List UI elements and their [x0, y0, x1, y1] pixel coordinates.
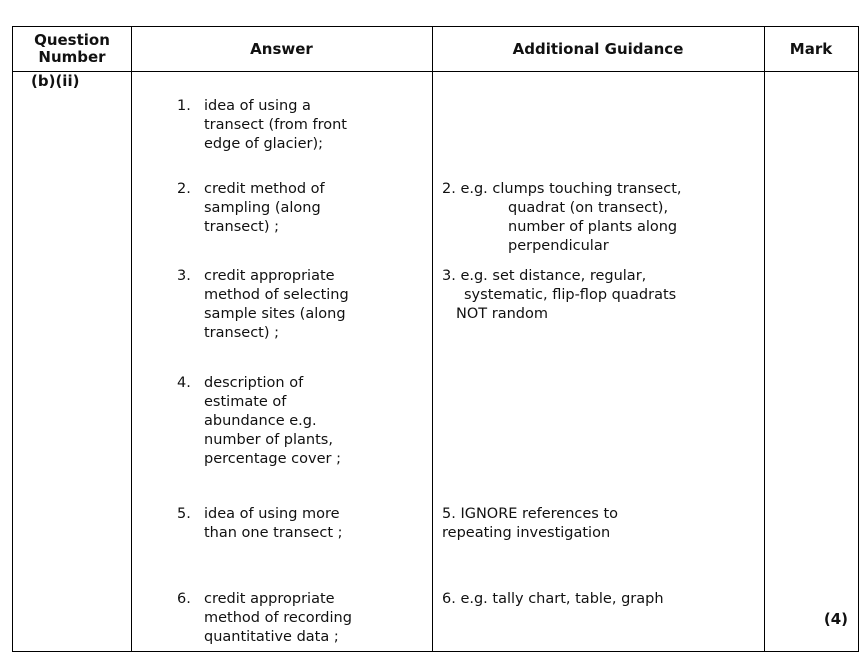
guidance-line: 5. IGNORE references to [442, 506, 619, 522]
header-answer-label: Answer [250, 39, 313, 58]
answer-line: credit method of [204, 181, 325, 197]
answer-line: transect) ; [204, 219, 280, 235]
answer-line: than one transect ; [204, 525, 343, 541]
guidance-line: 3. e.g. set distance, regular, [442, 268, 647, 284]
answer-text [204, 590, 352, 647]
answer-number: 3. [177, 268, 191, 284]
guidance-line: perpendicular [508, 238, 609, 254]
answer-line: percentage cover ; [204, 451, 341, 467]
header-guidance [432, 27, 764, 71]
answer-line: sampling (along [204, 200, 321, 216]
guidance-item-5 [442, 505, 618, 543]
answer-number: 2. [177, 181, 191, 197]
answer-text [204, 97, 347, 154]
answer-line: sample sites (along [204, 306, 346, 322]
answer-number: 5. [177, 506, 191, 522]
answer-text [204, 374, 341, 469]
answer-number: 4. [177, 375, 191, 391]
column-divider [432, 27, 433, 651]
answer-number: 6. [177, 591, 191, 607]
question-number: (b)(ii) [31, 72, 80, 90]
guidance-line: 6. e.g. tally chart, table, graph [442, 591, 664, 607]
answer-text [204, 180, 325, 237]
answer-line: transect) ; [204, 325, 280, 341]
answer-line: quantitative data ; [204, 629, 339, 645]
header-divider [13, 71, 858, 72]
answer-line: transect (from front [204, 117, 347, 133]
guidance-line: quadrat (on transect), [508, 200, 669, 216]
answer-text [204, 267, 349, 343]
answer-line: idea of using a [204, 98, 311, 114]
guidance-item-3 [442, 267, 676, 324]
guidance-item-6 [442, 590, 664, 609]
answer-text [204, 505, 343, 543]
answer-line: credit appropriate [204, 591, 335, 607]
answer-line: method of recording [204, 610, 352, 626]
answer-line: abundance e.g. [204, 413, 317, 429]
guidance-line: systematic, flip-flop quadrats [464, 287, 677, 303]
guidance-line: number of plants along [508, 219, 678, 235]
column-divider [131, 27, 132, 651]
answer-line: number of plants, [204, 432, 333, 448]
header-mark-label: Mark [789, 39, 833, 58]
mark-value: (4) [823, 610, 848, 628]
answer-line: credit appropriate [204, 268, 335, 284]
column-divider [764, 27, 765, 651]
guidance-item-2 [442, 180, 681, 256]
answer-line: estimate of [204, 394, 287, 410]
answer-line: idea of using more [204, 506, 340, 522]
answer-line: edge of glacier); [204, 136, 323, 152]
header-question-number-label: Question Number [34, 31, 110, 66]
answer-number: 1. [177, 98, 191, 114]
header-guidance-label: Additional Guidance [512, 39, 684, 58]
header-mark [764, 27, 858, 71]
header-question-number [13, 27, 131, 71]
header-answer [131, 27, 432, 71]
guidance-line: NOT random [456, 306, 548, 322]
mark-scheme-table [12, 26, 859, 652]
guidance-line: repeating investigation [442, 525, 611, 541]
answer-line: description of [204, 375, 304, 391]
guidance-line: 2. e.g. clumps touching transect, [442, 181, 682, 197]
answer-line: method of selecting [204, 287, 349, 303]
